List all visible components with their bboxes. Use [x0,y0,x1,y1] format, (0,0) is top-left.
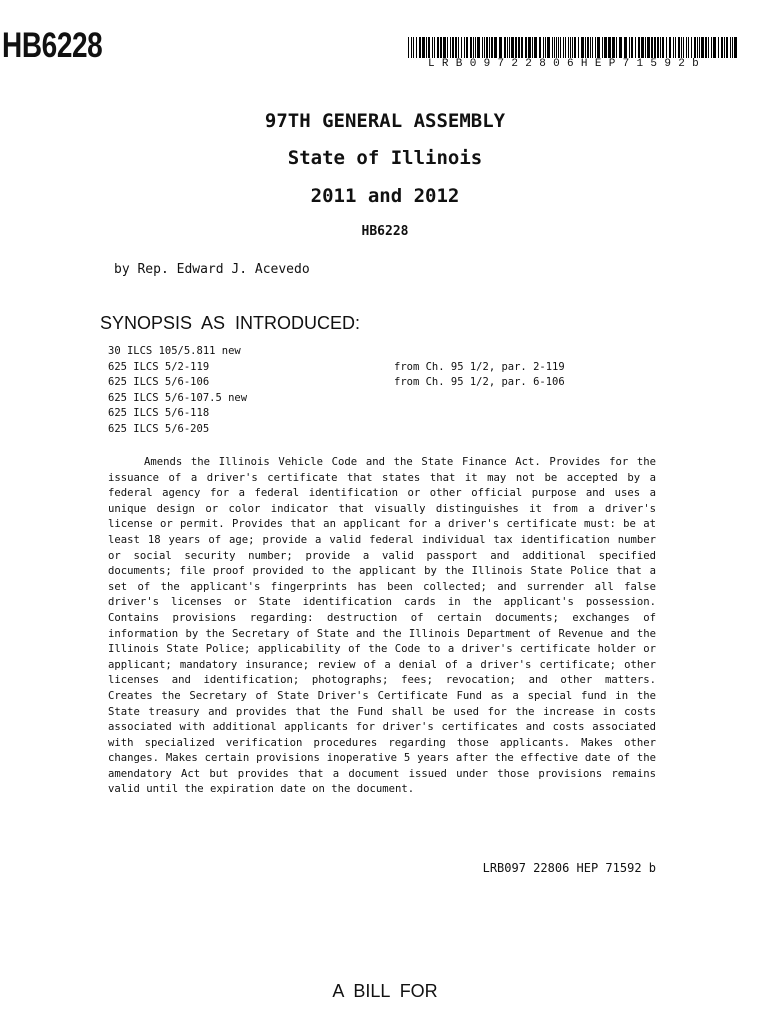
session-years: 2011 and 2012 [310,185,460,207]
citation-list [108,344,668,437]
citation-ref: 625 ILCS 5/6-118 [108,407,210,419]
state-title: State of Illinois [287,147,483,169]
citation-ref: 30 ILCS 105/5.811 new [108,345,241,357]
citation-ref: 625 ILCS 5/6-106 [108,376,210,388]
sponsor-line: by Rep. Edward J. Acevedo [114,262,310,277]
barcode-image [408,37,738,58]
bill-for-heading: A BILL FOR [332,981,438,1001]
bill-number: HB6228 [361,224,409,239]
citation-source: from Ch. 95 1/2, par. 6-106 [394,376,565,388]
citation-row [108,391,668,407]
lrb-code: LRB097 22806 HEP 71592 b [482,861,656,875]
citation-ref: 625 ILCS 5/6-107.5 new [108,391,248,404]
citation-ref: 625 ILCS 5/6-205 [108,422,210,435]
citation-row [108,422,668,438]
citation-row [108,375,668,391]
bill-id-heading: HB6228 [2,26,103,65]
barcode-caption: LRB09722806HEP71592b [428,58,707,70]
citation-ref: 625 ILCS 5/2-119 [108,360,210,373]
synopsis-heading: SYNOPSIS AS INTRODUCED: [100,313,361,333]
citation-row [108,344,668,360]
citation-row [108,406,668,422]
citation-row [108,360,668,376]
assembly-title: 97TH GENERAL ASSEMBLY [264,110,506,132]
citation-source: from Ch. 95 1/2, par. 2-119 [394,360,565,373]
synopsis-summary: Amends the Illinois Vehicle Code and the State Finance Act. Provides for the issuance of a driver's certificate that states that it may not be accepted by a federal agency for a federal identification or other official purpose and uses a unique design or color indicator that visually distinguishes it from a driver's license or permit. Provides that an applicant for a driver's certificate must: be at least 18 years of age; provide a valid federal individual tax identification number or social security number; provide a valid passport and additional specified documents; file proof provided to the applicant by the Illinois State Police that a set of the applicant's fingerprints has been collected; and surrender all false driver's licenses or State identification cards in the applicant's possession. Contains provisions regarding: destruction of certain documents; exchanges of information by the Secretary of State and the Illinois Department of Revenue and the Illinois State Police; applicability of the Code to a driver's certificate holder or applicant; mandatory insurance; review of a denial of a driver's certificate; other licenses and identification; photographs; fees; revocation; and other matters. Creates the Secretary of State Driver's Certificate Fund as a special fund in the State treasury and provides that the Fund shall be used for the increase in costs associated with additional applicants for driver's certificates and costs associated with specialized verification procedures regarding those applicants. Makes other changes. Makes certain provisions inoperative 5 years after the effective date of the amendatory Act but provides that a document issued under those provisions remains valid until the expiration date on the document. [108,456,656,796]
